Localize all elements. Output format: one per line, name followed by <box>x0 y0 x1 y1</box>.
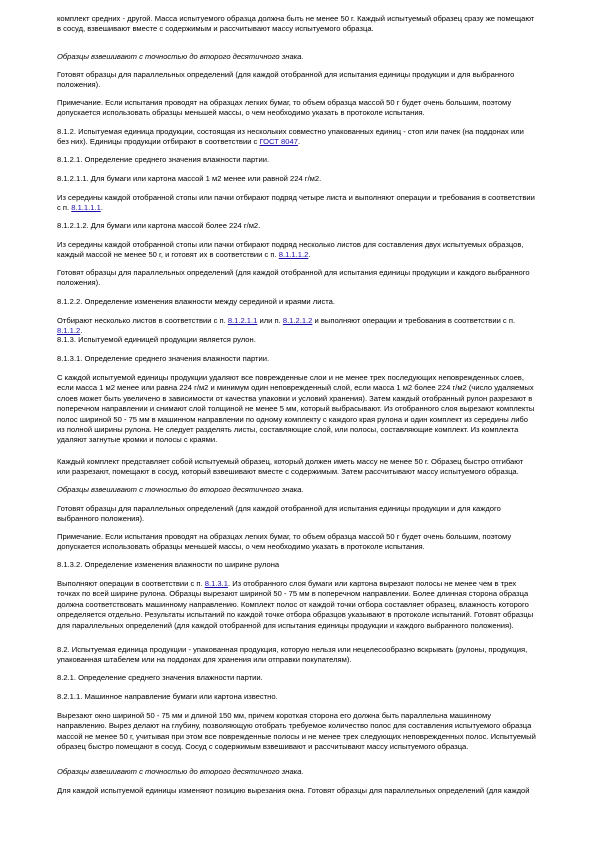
paragraph-text: Готовят образцы для параллельных определений (для каждой отобранной для испытания единицы продукции и каждого выбранного положения). <box>57 268 530 288</box>
paragraph-note-italic: Образцы взвешивают с точностью до второго десятичного знака. <box>57 485 304 494</box>
paragraph-text: Каждый комплект представляет собой испытуемый образец, который должен иметь массу не менее 50 г. Образец быстро отгибают или разрезают, помещают в сосуд, который взвешивают вместе с содержимым. Затем рассчитывают массу испытуемого образца. <box>57 457 524 477</box>
paragraph-text: Выполняют операции в соответствии с п. <box>57 579 205 588</box>
paragraph-text: или п. <box>257 316 283 325</box>
paragraph-heading: 8.1.2.1.2. Для бумаги или картона массой более 224 г/м2. <box>57 221 261 230</box>
paragraph-text: Готовят образцы для параллельных определений (для каждой отобранной для испытания единицы продукции и для выбранного положения). <box>57 70 515 90</box>
paragraph-text: Готовят образцы для параллельных определений (для каждой отобранной для испытания единицы продукции и для каждого выбранного положения). <box>57 504 501 524</box>
paragraph-text: Из середины каждой отобранной стопы или пачки отбирают подряд несколько листов для составления двух испытуемых образцов, каждый массой не менее 50 г, и готовят их в соответствии с п. <box>57 240 524 260</box>
paragraph-text: комплект средних - другой. Масса испытуемого образца должна быть не менее 50 г. Каждый испытуемый образец сразу же помещают в сосуд, взвешивают вместе с содержимым и рассчитывают массу испытуемого образца. <box>57 14 535 34</box>
paragraph-heading: 8.2.1. Определение среднего значения влажности партии. <box>57 673 263 682</box>
paragraph-text: Отбирают несколько листов в соответствии с п. <box>57 316 228 325</box>
punctuation: . <box>100 203 103 213</box>
paragraph-note: Примечание. Если испытания проводят на образцах легких бумаг, то объем образца массой 50 г будет очень большим, поэтому допускается использовать образцы меньшей массы, о чем необходимо указать в протоколе испытания. <box>57 532 512 552</box>
paragraph-note: Примечание. Если испытания проводят на образцах легких бумаг, то объем образца массой 50 г будет очень большим, поэтому допускается использовать образцы меньшей массы, о чем необходимо указать в протоколе испытания. <box>57 98 512 118</box>
punctuation: . <box>308 250 311 260</box>
paragraph-note-italic: Образцы взвешивают с точностью до второго десятичного знака. <box>57 52 304 61</box>
paragraph-text: С каждой испытуемой единицы продукции удаляют все поврежденные слои и не менее трех последующих неповрежденных слоев, если масса 1 м2 менее или равна 224 г/м2 и минимум один неповрежденный слой, если масса 1 м2 более 224 г/м2 (число удаляемых слоев может быть увеличено в зависимости от качества упаковки и условий хранения). Затем каждый отобранный рулон разрезают в поперечном направлении и снимают слой толщиной не менее 5 мм, который выбрасывают. Из отобранного слоя вырезают комплекты полос шириной 50 - 75 мм в машинном направлении по одному комплекту с каждого края рулона и один комплект из середины либо из полной ширины рулона. Не следует разделять листы, составляющие слой, или полосы, составляющие комплект. Из комплекта удаляют загнутые кромки и полосы с краями. <box>57 373 535 445</box>
paragraph-heading: 8.1.3. Испытуемой единицей продукции является рулон. <box>57 335 256 344</box>
paragraph-text: Для каждой испытуемой единицы изменяют позицию вырезания окна. Готовят образцы для параллельных определений (для каждой <box>57 786 530 795</box>
paragraph-with-link <box>57 579 537 631</box>
paragraph-heading: 8.1.2.2. Определение изменения влажности между серединой и краями листа. <box>57 297 335 306</box>
paragraph-with-link <box>57 193 537 214</box>
punctuation: . <box>80 326 83 336</box>
paragraph-heading: 8.1.3.1. Определение среднего значения влажности партии. <box>57 354 270 363</box>
paragraph-text: 8.1.2. Испытуемая единица продукции, состоящая из нескольких совместно упакованных единиц - стоп или пачек (на поддонах или без них). Единицы продукции отбирают в соответствии с <box>57 127 524 147</box>
link-8-1-1-1-1[interactable]: 8.1.1.1.1 <box>71 203 101 213</box>
paragraph-heading: 8.1.3.2. Определение изменения влажности по ширине рулона <box>57 560 280 569</box>
paragraph-text: и выполняют операции и требования в соответствии с п. <box>312 316 516 325</box>
paragraph-heading: 8.2. Испытуемая единица продукции - упакованная продукция, которую нельзя или нецелесообразно вскрывать (рулоны, продукция, упакованная штабелем или на поддонах для хранения или отправки покупателям). <box>57 645 528 665</box>
link-8-1-1-1-2[interactable]: 8.1.1.1.2 <box>278 250 309 260</box>
link-8-1-3-1[interactable]: 8.1.3.1 <box>204 579 228 588</box>
link-gost-8047[interactable]: ГОСТ 8047 <box>259 137 298 147</box>
paragraph-text: Из середины каждой отобранной стопы или пачки отбирают подряд четыре листа и выполняют операции и требования в соответствии с п. <box>57 193 535 213</box>
link-8-1-2-1-1[interactable]: 8.1.2.1.1 <box>227 316 258 325</box>
link-8-1-1-2[interactable]: 8.1.1.2 <box>57 326 81 336</box>
paragraph-heading: 8.2.1.1. Машинное направление бумаги или картона известно. <box>57 692 278 701</box>
link-8-1-2-1-2[interactable]: 8.1.2.1.2 <box>282 316 313 325</box>
paragraph-note-italic: Образцы взвешивают с точностью до второго десятичного знака. <box>57 767 304 776</box>
paragraph-with-link <box>57 240 537 261</box>
paragraph-text: Вырезают окно шириной 50 - 75 мм и длиной 150 мм, причем короткая сторона его должна быть параллельна машинному направлению. Вырез делают на глубину, позволяющую отобрать требуемое количество полос для составления испытуемого образца массой не менее 50 г, учитывая при этом все поврежденные полосы и не менее трех следующих неповрежденных полос. Испытуемый образец быстро помещают в сосуд. Сосуд с содержимым взвешивают и рассчитывают массу испытуемого образца. <box>57 711 536 752</box>
paragraph-section-8-1-2 <box>57 127 537 148</box>
paragraph-with-links <box>57 316 537 337</box>
paragraph-text: . Из отобранного слоя бумаги или картона вырезают полосы не менее чем в трех точках по всей ширине рулона. Образцы вырезают шириной 50 - 75 мм в поперечном направлении. Более длинная сторона образца должна соответствовать машинному направлению. Комплект полос от каждой точки отбора составляет образец, влажность которого определяется отдельно. Результаты испытаний по каждой точке отбора образцов указывают в протоколе испытаний. Готовят образцы для параллельных определений (для каждой отобранной для испытания единицы продукции и каждого выбранного положения). <box>57 579 534 630</box>
paragraph-heading: 8.1.2.1.1. Для бумаги или картона массой 1 м2 менее или равной 224 г/м2. <box>57 174 322 183</box>
punctuation: . <box>297 137 301 147</box>
paragraph-heading: 8.1.2.1. Определение среднего значения влажности партии. <box>57 155 270 164</box>
